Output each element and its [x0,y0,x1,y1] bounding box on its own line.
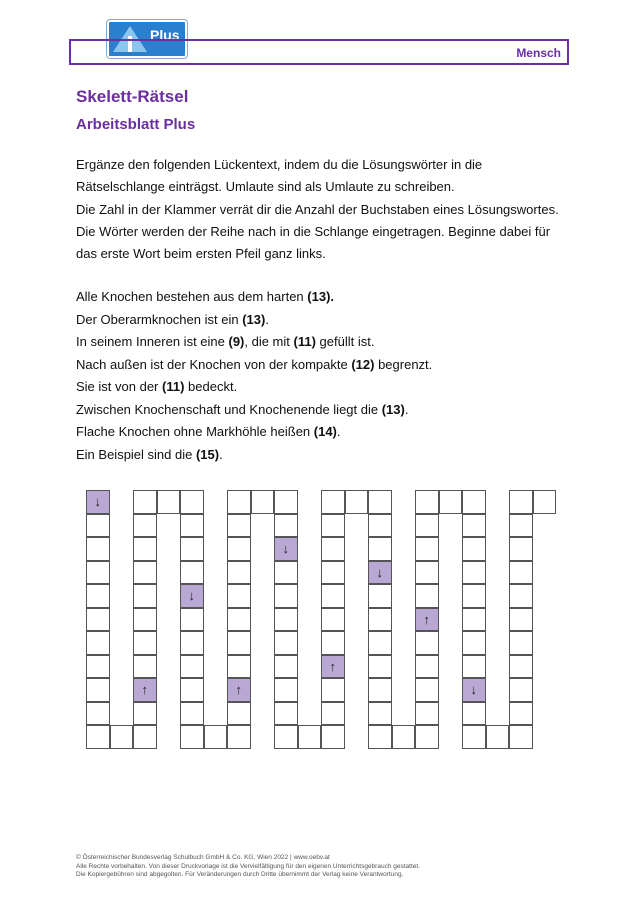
puzzle-cell[interactable] [251,490,275,514]
logo-text: Plus [150,27,180,43]
puzzle-cell[interactable] [133,490,157,514]
puzzle-cell[interactable] [368,702,392,726]
clue-line: In seinem Inneren ist eine (9), die mit (11) gefüllt ist. [76,334,375,349]
puzzle-cell[interactable] [321,678,345,702]
puzzle-cell[interactable] [368,678,392,702]
puzzle-cell[interactable] [462,725,486,749]
subject-label: Mensch [516,46,561,60]
puzzle-cell[interactable] [133,655,157,679]
puzzle-cell[interactable] [133,608,157,632]
copyright-line: © Österreichischer Bundesverlag Schulbuch GmbH & Co. KG, Wien 2022 | www.oebv.at [76,854,330,861]
puzzle-cell[interactable] [180,655,204,679]
puzzle-cell[interactable] [204,725,228,749]
instruction-line: Ergänze den folgenden Lückentext, indem du die Lösungswörter in die [76,157,483,172]
puzzle-cell[interactable] [368,725,392,749]
puzzle-cell[interactable] [509,655,533,679]
puzzle-cell[interactable] [321,725,345,749]
puzzle-cell[interactable] [227,608,251,632]
puzzle-cell[interactable] [533,490,557,514]
clue-line: Ein Beispiel sind die (15). [76,446,223,462]
clue-line: Der Oberarmknochen ist ein (13). [76,311,269,327]
puzzle-cell[interactable] [368,537,392,561]
rights-line: Alle Rechte vorbehalten. Von dieser Druckvorlage ist die Vervielfältigung für den eigenen Unterrichtsgebrauch gestattet. [76,862,420,870]
puzzle-cell[interactable] [509,514,533,538]
puzzle-cell[interactable] [133,561,157,585]
start-arrow-cell[interactable]: ↑ [227,678,251,702]
puzzle-cell[interactable] [509,678,533,702]
puzzle-cell[interactable] [227,584,251,608]
puzzle-cell[interactable] [509,608,533,632]
puzzle-cell[interactable] [274,725,298,749]
puzzle-cell[interactable] [415,490,439,514]
puzzle-cell[interactable] [345,490,369,514]
puzzle-cell[interactable] [462,584,486,608]
puzzle-cell[interactable] [180,561,204,585]
puzzle-cell[interactable] [86,561,110,585]
cloze-text [76,286,576,466]
puzzle-cell[interactable] [368,490,392,514]
puzzle-cell[interactable] [274,584,298,608]
puzzle-cell[interactable] [415,537,439,561]
puzzle-cell[interactable] [274,514,298,538]
puzzle-cell[interactable] [86,537,110,561]
puzzle-cell[interactable] [227,490,251,514]
puzzle-cell[interactable] [415,631,439,655]
puzzle-cell[interactable] [133,537,157,561]
start-arrow-cell[interactable]: ↓ [274,537,298,561]
puzzle-cell[interactable] [462,608,486,632]
start-arrow-cell[interactable]: ↓ [368,561,392,585]
puzzle-cell[interactable] [415,655,439,679]
puzzle-cell[interactable] [274,561,298,585]
puzzle-cell[interactable] [509,490,533,514]
puzzle-cell[interactable] [86,514,110,538]
puzzle-cell[interactable] [462,655,486,679]
page-subtitle: Arbeitsblatt Plus [76,116,196,133]
puzzle-cell[interactable] [227,561,251,585]
start-arrow-cell[interactable]: ↓ [86,490,110,514]
puzzle-cell[interactable] [368,655,392,679]
instruction-line: Die Zahl in der Klammer verrät dir die Anzahl der Buchstaben eines Lösungswortes. [76,201,559,217]
puzzle-cell[interactable] [462,537,486,561]
puzzle-cell[interactable] [509,537,533,561]
puzzle-cell[interactable] [321,490,345,514]
puzzle-cell[interactable] [227,537,251,561]
puzzle-cell[interactable] [274,608,298,632]
puzzle-cell[interactable] [86,631,110,655]
puzzle-cell[interactable] [509,631,533,655]
puzzle-cell[interactable] [415,561,439,585]
puzzle-cell[interactable] [227,631,251,655]
puzzle-cell[interactable] [227,725,251,749]
clue-line: Alle Knochen bestehen aus dem harten (13). [76,289,335,304]
puzzle-cell[interactable] [274,678,298,702]
puzzle-cell[interactable] [415,514,439,538]
puzzle-cell[interactable] [392,725,416,749]
puzzle-cell[interactable] [157,490,181,514]
start-arrow-cell[interactable]: ↑ [415,608,439,632]
puzzle-cell[interactable] [274,490,298,514]
puzzle-cell[interactable] [415,725,439,749]
puzzle-cell[interactable] [274,655,298,679]
puzzle-cell[interactable] [133,514,157,538]
puzzle-cell[interactable] [368,584,392,608]
puzzle-cell[interactable] [415,678,439,702]
puzzle-cell[interactable] [321,537,345,561]
page-title: Skelett-Rätsel [76,87,189,106]
clue-line: Flache Knochen ohne Markhöhle heißen (14). [76,424,341,439]
instruction-line: Die Wörter werden der Reihe nach in die Schlange eingetragen. Beginne dabei für [76,223,551,239]
instruction-line: Rätselschlange einträgst. Umlaute sind als Umlaute zu schreiben. [76,179,455,195]
puzzle-cell[interactable] [462,631,486,655]
puzzle-cell[interactable] [180,702,204,726]
puzzle-cell[interactable] [321,608,345,632]
puzzle-cell[interactable] [509,561,533,585]
puzzle-cell[interactable] [509,725,533,749]
start-arrow-cell[interactable]: ↑ [133,678,157,702]
start-arrow-cell[interactable]: ↓ [180,584,204,608]
puzzle-cell[interactable] [509,584,533,608]
puzzle-cell[interactable] [110,725,134,749]
puzzle-cell[interactable] [321,631,345,655]
puzzle-cell[interactable] [227,514,251,538]
puzzle-cell[interactable] [415,702,439,726]
instructions [76,154,576,265]
puzzle-cell[interactable] [86,725,110,749]
puzzle-cell[interactable] [180,631,204,655]
puzzle-cell[interactable] [321,561,345,585]
puzzle-cell[interactable] [180,608,204,632]
clue-line: Zwischen Knochenschaft und Knochenende liegt die (13). [76,401,409,417]
puzzle-cell[interactable] [180,678,204,702]
header-bar [69,39,569,65]
puzzle-cell[interactable] [368,514,392,538]
puzzle-cell[interactable] [133,702,157,726]
puzzle-cell[interactable] [274,631,298,655]
puzzle-cell[interactable] [298,725,322,749]
puzzle-cell[interactable] [86,702,110,726]
puzzle-cell[interactable] [180,725,204,749]
puzzle-cell[interactable] [415,584,439,608]
puzzle-cell[interactable] [368,631,392,655]
puzzle-cell[interactable] [180,490,204,514]
puzzle-cell[interactable] [133,631,157,655]
footer [76,854,420,880]
puzzle-cell[interactable] [180,514,204,538]
start-arrow-cell[interactable]: ↓ [462,678,486,702]
puzzle-cell[interactable] [462,561,486,585]
disclaimer-line: Die Kopiergebühren sind abgegolten. Für Veränderungen durch Dritte übernimmt der Verlag keine Verantwortung. [76,871,404,878]
puzzle-cell[interactable] [227,655,251,679]
puzzle-cell[interactable] [321,514,345,538]
puzzle-cell[interactable] [274,702,298,726]
puzzle-cell[interactable] [509,702,533,726]
puzzle-cell[interactable] [86,608,110,632]
clue-line: Nach außen ist der Knochen von der kompakte (12) begrenzt. [76,356,433,372]
puzzle-cell[interactable] [462,702,486,726]
clue-line: Sie ist von der (11) bedeckt. [76,379,238,394]
puzzle-cell[interactable] [133,584,157,608]
puzzle-cell[interactable] [462,514,486,538]
puzzle-cell[interactable] [86,678,110,702]
puzzle-cell[interactable] [462,490,486,514]
puzzle-cell[interactable] [180,537,204,561]
puzzle-cell[interactable] [227,702,251,726]
puzzle-cell[interactable] [86,655,110,679]
puzzle-cell[interactable] [321,584,345,608]
puzzle-cell[interactable] [86,584,110,608]
puzzle-cell[interactable] [486,725,510,749]
start-arrow-cell[interactable]: ↑ [321,655,345,679]
puzzle-cell[interactable] [321,702,345,726]
puzzle-cell[interactable] [439,490,463,514]
instruction-line: das erste Wort beim ersten Pfeil ganz links. [76,246,326,262]
puzzle-cell[interactable] [368,608,392,632]
puzzle-cell[interactable] [133,725,157,749]
